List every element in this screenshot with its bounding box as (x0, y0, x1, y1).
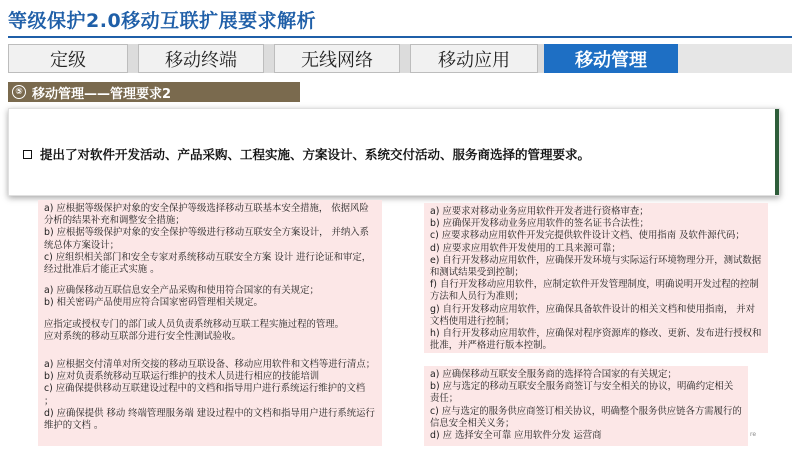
text-line: h) 自行开发移动应用软件，应确保对程序资源库的修改、更新、发布进行授权和批准，并严格进行版本控制。 (430, 328, 762, 352)
text-line: 应对系统的移动互联部分进行安全性测试验收。 (44, 330, 241, 342)
text-line: c) 应与选定的服务供应商签订相关协议，明确整个服务供应链各方需履行的信息安全相关义务； (430, 405, 742, 429)
tab-separator (264, 44, 274, 73)
section-number-icon: ⑤ (12, 85, 26, 99)
text-line: e) 自行开发移动应用软件，应确保开发环境与实际运行环境物理分开，测试数据和测试结果受到控制； (430, 254, 762, 279)
text-line: b) 应确保开发移动业务应用软件的签名证书合法性； (430, 218, 649, 230)
text-line: a) 应根据等级保护对象的安全保护等级选择移动互联基本安全措施， 依据风险分析的结果补充和调整安全措施； (44, 203, 369, 227)
footer-text: re (750, 431, 757, 438)
requirement-box (8, 108, 780, 196)
tab-mobile-terminal[interactable]: 移动终端 (138, 44, 264, 73)
section-header (8, 82, 300, 102)
panel-left-top (38, 200, 382, 356)
title-divider (8, 36, 792, 38)
requirement-line (23, 145, 590, 163)
text-line: 应指定或授权专门的部门或人员负责系统移动互联工程实施过程的管理。 (44, 318, 345, 330)
section-label: 移动管理——管理要求2 (32, 86, 172, 102)
tab-mobile-management[interactable]: 移动管理 (544, 44, 678, 73)
text-line: d) 应 选择安全可靠 应用软件分发 运营商 (430, 430, 602, 442)
text-line: b) 应根据等级保护对象的安全保护等级进行移动互联安全方案设计， 并纳入系统总体方案设计； (44, 227, 369, 251)
text-line: c) 应要求移动应用软件开发完提供软件设计文档、使用指南 及软件源代码； (430, 230, 745, 242)
accent-bar (775, 109, 779, 195)
panel-right-top (424, 203, 768, 353)
text-line: a) 应确保移动互联信息安全产品采购和使用符合国家的有关规定； (44, 285, 319, 297)
spacer (44, 310, 376, 319)
text-line: a) 应要求对移动业务应用软件开发者进行资格审查； (430, 206, 649, 217)
tab-filler (678, 44, 792, 73)
tab-separator (400, 44, 410, 73)
checkbox-square-icon (23, 150, 32, 159)
panel-left-bottom (38, 356, 382, 446)
requirement-text: 提出了对软件开发活动、产品采购、工程实施、方案设计、系统交付活动、服务商选择的管理要求。 (40, 147, 591, 162)
tab-wireless-network[interactable]: 无线网络 (274, 44, 400, 73)
text-line: d) 应要求应用软件开发使用的工具来源可靠； (430, 242, 621, 254)
tab-mobile-app[interactable]: 移动应用 (410, 44, 538, 73)
panel-right-bottom (424, 366, 748, 446)
text-line: b) 应对负责系统移动互联运行维护的技术人员进行相应的技能培训 (44, 371, 320, 383)
text-line: b) 相关密码产品使用应符合国家密码管理相关规定。 (44, 297, 263, 309)
tab-separator (128, 44, 138, 73)
text-line: c) 应组织相关部门和安全专家对系统移动互联安全方案 设计 进行论证和审定， 经过批准后才能正式实施 。 (44, 251, 372, 276)
tab-grading[interactable]: 定级 (8, 44, 128, 73)
text-line: f) 自行开发移动应用软件，应制定软件开发管理制度，明确说明开发过程的控制方法和人员行为准则； (430, 279, 759, 303)
text-line: b) 应与选定的移动互联安全服务商签订与安全相关的协议，明确约定相关责任； (430, 381, 734, 405)
text-line: g) 自行开发移动应用软件，应确保具备软件设计的相关文档和使用指南， 并对文档使用进行控制； (430, 303, 755, 327)
text-line: a) 应确保移动互联安全服务商的选择符合国家的有关规定； (430, 369, 677, 380)
page-title: 等级保护2.0移动互联扩展要求解析 (8, 10, 317, 32)
text-line: c) 应确保提供移动互联建设过程中的文档和指导用户进行系统运行维护的文档 ； (44, 383, 366, 407)
tab-bar (0, 44, 800, 74)
text-line: a) 应根据交付清单对所交接的移动互联设备、移动应用软件和文档等进行清点； (44, 359, 376, 370)
text-line: d) 应确保提供 移动 终端管理服务端 建设过程中的文档和指导用户进行系统运行维护的文档 。 (44, 407, 375, 432)
spacer (44, 276, 376, 285)
